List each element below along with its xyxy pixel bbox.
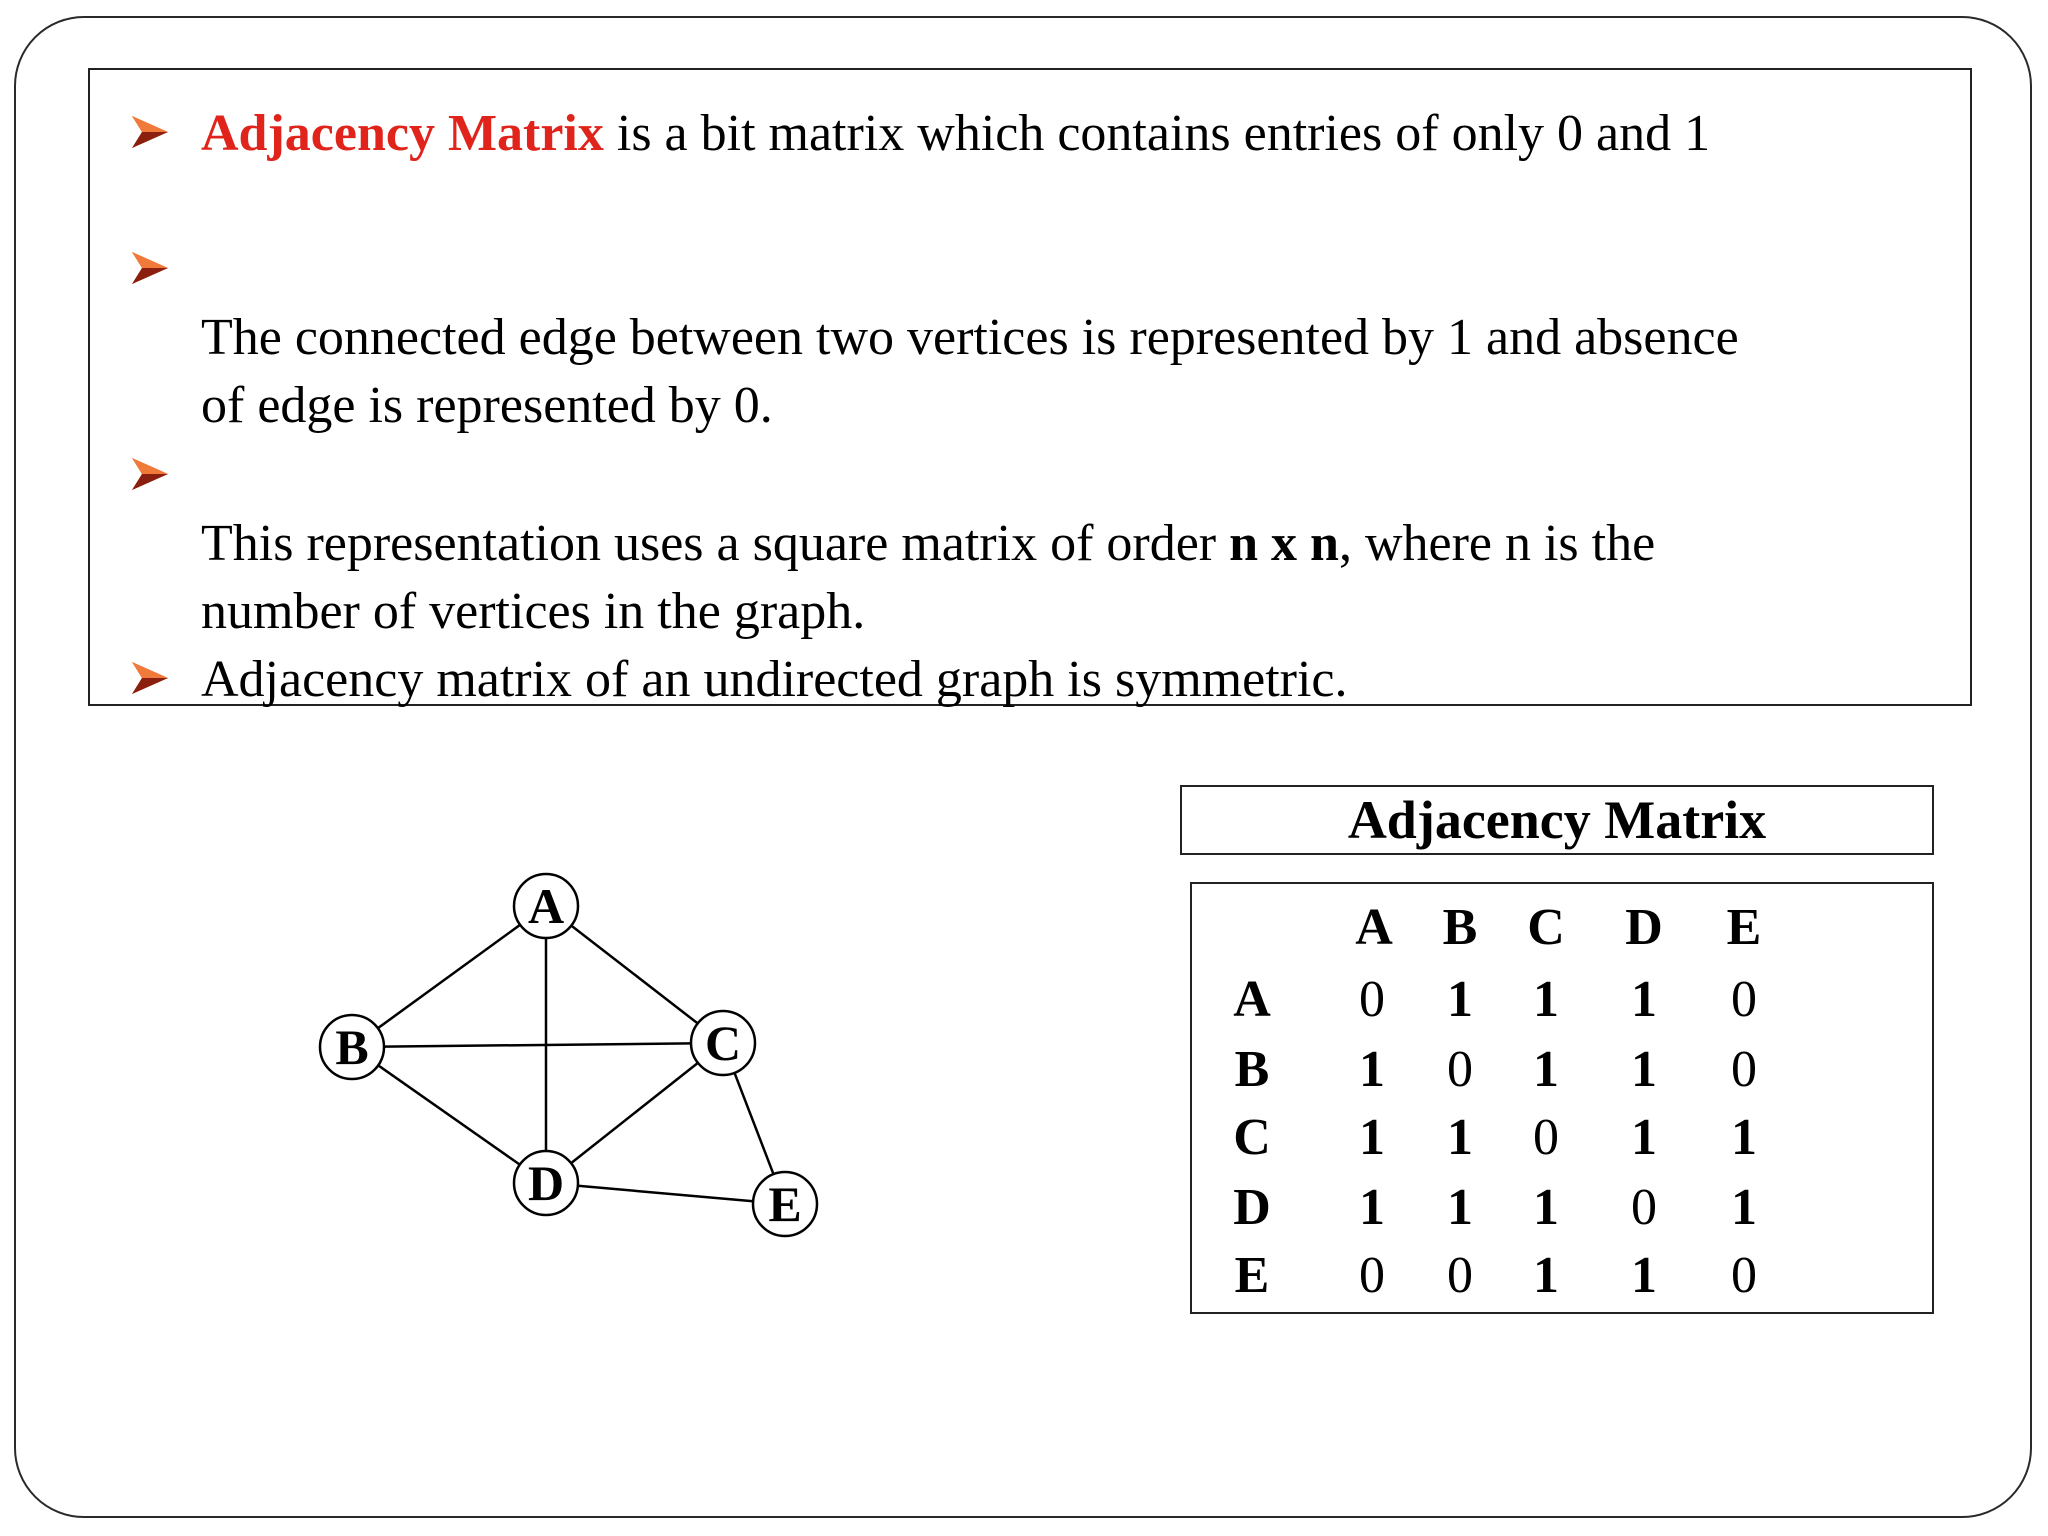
graph-node-label: C — [704, 1015, 742, 1071]
matrix-col-header-D: D — [1625, 899, 1663, 956]
bullet-text-body: Adjacency matrix of an undirected graph is symmetric. — [201, 651, 1348, 708]
matrix-cell: 1 — [1631, 971, 1657, 1028]
matrix-title: Adjacency Matrix — [1347, 790, 1767, 850]
graph-edge-C-E — [734, 1073, 773, 1174]
graph-edge-B-D — [378, 1065, 520, 1164]
matrix-cell: 0 — [1359, 1247, 1385, 1304]
matrix-row-header-D: D — [1233, 1179, 1271, 1236]
matrix-cell: 0 — [1447, 1247, 1473, 1304]
adjacency-matrix-table — [1190, 882, 1934, 1314]
graph-node-label: A — [527, 878, 565, 934]
matrix-order: n x n — [1229, 515, 1339, 572]
matrix-title-box — [1180, 785, 1934, 855]
matrix-cell: 1 — [1631, 1247, 1657, 1304]
matrix-cell: 0 — [1631, 1179, 1657, 1236]
matrix-cell: 1 — [1533, 1247, 1559, 1304]
matrix-row-header-E: E — [1234, 1247, 1270, 1304]
bullet-text-rest: , where n is the number of vertices in the graph. — [201, 515, 1656, 640]
matrix-cell: 1 — [1631, 1109, 1657, 1166]
bullet-text-body: This representation uses a square matrix of order — [201, 515, 1230, 572]
matrix-row-header-A: A — [1233, 971, 1271, 1028]
graph-edge-A-C — [571, 926, 697, 1024]
bullet-text-body: The connected edge between two vertices is represented by 1 and absence of edge is represented by 0. — [201, 309, 1739, 434]
matrix-cell: 0 — [1731, 1041, 1757, 1098]
matrix-cell: 1 — [1447, 1109, 1473, 1166]
matrix-row-header-B: B — [1234, 1041, 1270, 1098]
matrix-cell: 1 — [1533, 1179, 1559, 1236]
matrix-row-header-C: C — [1233, 1109, 1271, 1166]
graph-edge-B-C — [384, 1043, 691, 1046]
matrix-cell: 1 — [1359, 1179, 1385, 1236]
graph-edge-C-D — [571, 1063, 698, 1163]
graph-node-label: B — [335, 1019, 369, 1075]
matrix-cell: 1 — [1731, 1179, 1757, 1236]
graph-node-D — [514, 1151, 578, 1215]
graph-edge-D-E — [578, 1186, 753, 1201]
matrix-cell: 1 — [1631, 1041, 1657, 1098]
bullet-text-rest: is a bit matrix which contains entries of only 0 and 1 — [603, 105, 1711, 162]
matrix-col-header-A: A — [1355, 899, 1393, 956]
matrix-cell: 1 — [1731, 1109, 1757, 1166]
graph-node-C — [691, 1011, 755, 1075]
matrix-cell: 1 — [1359, 1041, 1385, 1098]
graph-node-B — [320, 1015, 384, 1079]
matrix-cell: 1 — [1533, 1041, 1559, 1098]
matrix-cell: 1 — [1533, 971, 1559, 1028]
graph-node-E — [753, 1172, 817, 1236]
matrix-col-header-B: B — [1442, 899, 1478, 956]
matrix-cell: 0 — [1533, 1109, 1559, 1166]
matrix-cell: 1 — [1447, 971, 1473, 1028]
graph-node-label: E — [768, 1176, 802, 1232]
matrix-col-header-E: E — [1726, 899, 1762, 956]
graph-edge-A-B — [378, 925, 520, 1028]
graph-node-label: D — [527, 1155, 565, 1211]
matrix-col-header-C: C — [1527, 899, 1565, 956]
graph-node-A — [514, 874, 578, 938]
matrix-cell: 0 — [1731, 971, 1757, 1028]
matrix-cell: 0 — [1447, 1041, 1473, 1098]
matrix-cell: 1 — [1447, 1179, 1473, 1236]
matrix-cell: 0 — [1731, 1247, 1757, 1304]
matrix-cell: 1 — [1359, 1109, 1385, 1166]
matrix-cell: 0 — [1359, 971, 1385, 1028]
bullet-term: Adjacency Matrix — [201, 105, 604, 162]
